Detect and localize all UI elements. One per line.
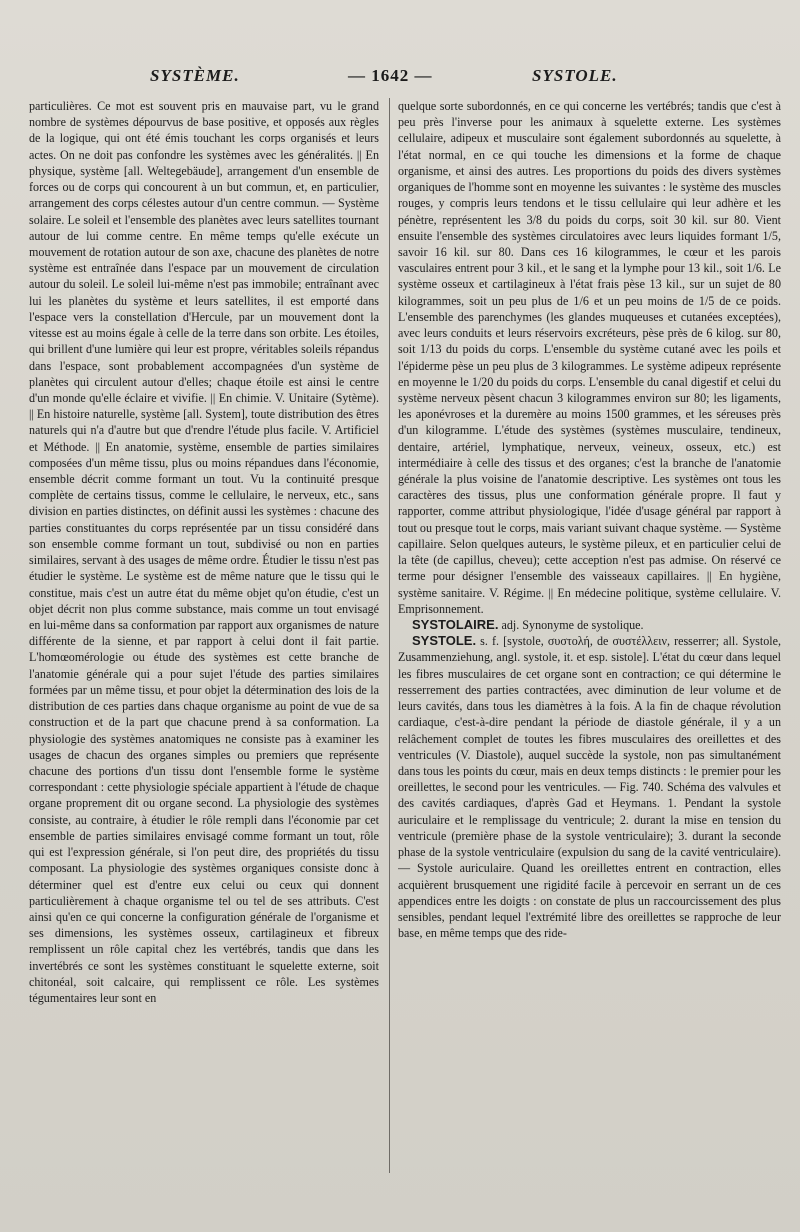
headword-systolaire: SYSTOLAIRE.: [412, 617, 499, 632]
right-column-intro: quelque sorte subordonnés, en ce qui concerne les vertébrés; tandis que c'est à peu près l'inverse pour les animaux à squelette externe. Les systèmes cellulaire, adipeux et musculaire sont également subordonnés au squelette, à l'état normal, en ce qui touche les dimensions et la forme de chaque organisme, et ainsi des autres. Les proportions du poids des divers systèmes organiques de l'homme sont en moyenne les suivantes : le système des muscles rouges, y compris leurs tendons et le tissu cellulaire qui leur adhère et les pénètre, représentent les 3/8 du poids du corps, soit 30 kil. sur 80. Vient ensuite l'ensemble des systèmes circulatoires avec leurs liquides formant 1/5, savoir 16 kil. sur 80. Dans ces 16 kilogrammes, le cœur et les parois vasculaires entrent pour 3 kil., et le sang et la lymphe pour 13 kil., soit 1/6. Le système osseux et cartilagineux à l'état frais pèse 13 kil., sur un sujet de 80 kilogrammes, soit un peu plus de 1/6 et un peu moins de 1/5 de ce poids. L'ensemble des parenchymes (les glandes muqueuses et cutanées exceptées), avec leurs conduits et leurs réservoirs excréteurs, pèse près de 6 kilog. sur 80, soit 1/13 du poids du corps. L'ensemble du système cutané avec les poils et l'épiderme pèse un peu plus de 3 kilogrammes. Le système adipeux représente en moyenne le 1/20 du poids du corps. L'ensemble du canal digestif et celui du système nerveux pèsent chacun 3 kilogrammes environ sur 80; les ligaments, les aponévroses et la duremère au moins 1500 grammes, et les séreuses près d'un kilogramme. L'étude des systèmes (systèmes musculaire, tendineux, dentaire, artériel, lymphatique, nerveux, veineux, osseux, etc.) est intermédiaire à celle des tissus et des organes; c'est la branche de l'anatomie générale la plus voisine de l'anatomie descriptive. Les systèmes ont tous les caractères des tissus, plus une conformation générale propre. Il faut y rapporter, comme attribut physiologique, l'idée d'usage général par rapport à tout ou presque tout le corps, mais variant suivant chaque système. — Système capillaire. Selon quelques auteurs, le système pileux, et en particulier celui de la tête (de capillus, cheveu); cette acception n'est pas admise. On réservé ce terme pour désigner l'ensemble des vaisseaux capillaires. || En hygiène, système sanitaire. V. Régime. || En médecine politique, système cellulaire. V. Emprisonnement.: [398, 99, 781, 616]
entry-systole: [398, 633, 781, 941]
entry-systolaire: [398, 617, 781, 633]
entry-systolaire-text: adj. Synonyme de systolique.: [501, 618, 644, 632]
header-left-word: SYSTÈME.: [150, 66, 240, 85]
headword-systole: SYSTOLE.: [412, 633, 477, 649]
entry-systole-text: s. f. [systole, συστολή, de συστέλλειν, resserrer; all. Systole, Zusammenziehung, angl. systole, it. et esp. sistole]. L'état du cœur dans lequel les fibres musculaires de cet organe sont en contraction; ce qui détermine le resserrement des parties contractées, avec diminution de leur volume et de leurs cavités, dans tous les diamètres à la fois. A la fin de chaque révolution cardiaque, c'est-à-dire pendant la période de diastole générale, il y a un relâchement complet de toutes les fibres musculaires des oreillettes et des ventricules (V. Diastole), auquel succède la systole, non pas simultanément dans tous les points du cœur, mais en deux temps distincts : le premier pour les oreillettes, le second pour les ventricules. — Fig. 740. Schéma des valvules et des cavités cardiaques, d'après Gad et Heymans. 1. Pendant la systole auriculaire et le remplissage du ventricule; 2. durant la mise en tension du ventricule (première phase de la systole ventriculaire); 3. durant la seconde phase de la systole ventriculaire (expulsion du sang de la cavité ventriculaire). — Systole auriculaire. Quand les oreillettes entrent en contraction, elles acquièrent brusquement une rigidité facile à percevoir en serrant un de ces appendices entre les doigts : on constate de plus un raccourcissement des plus sensibles, pendant lequel l'extrémité libre des oreillettes se rapproche de leur base, en même temps que des ride-: [398, 634, 781, 941]
left-column: [29, 98, 379, 1183]
page-number: — 1642 —: [348, 66, 433, 85]
header-right-word: SYSTOLE.: [532, 66, 618, 85]
right-column: [398, 98, 781, 1183]
running-head: [0, 62, 800, 92]
column-divider: [389, 98, 390, 1173]
left-column-text: particulières. Ce mot est souvent pris en mauvaise part, vu le grand nombre de systèmes dépourvus de base positive, et opposés aux règles de la logique, qui ont été émis touchant les corps organisés et leurs actes. On ne doit pas confondre les systèmes avec les généralités. || En physique, système [all. Weltegebäude], arrangement d'un ensemble de forces ou de corps qui concourent à un but commun, et, en particulier, arrangement des corps célestes autour d'un centre commun. — Système solaire. Le soleil et l'ensemble des planètes avec leurs satellites tournant autour de lui comme centre. En même temps qu'elle exécute un mouvement de rotation autour de son axe, chacune des planètes de notre système est entraînée dans l'espace par un mouvement de circulation autour du soleil. Le soleil lui-même n'est pas immobile; entraînant avec lui les planètes du système et leurs satellites, il est emporté dans l'espace vers la constellation d'Hercule, par un mouvement dont la vitesse est au moins égale à celle de la terre dans son orbite. Les étoiles, qui brillent d'une lumière qui leur est propre, véritables soleils répandus dans l'espace, sont probablement accompagnées d'un système de planètes qui circulent autour d'elles; chaque étoile est ainsi le centre d'un monde qu'elle éclaire et vivifie. || En chimie. V. Unitaire (Sytème). || En histoire naturelle, système [all. System], toute distribution des êtres naturels qui n'a d'autre but que d'rendre l'étude plus facile. V. Artificiel et Méthode. || En anatomie, système, ensemble de parties similaires composées d'un même tissu, plus ou moins répandues dans l'économie, ensemble décrit comme formant un tout. Vu la continuité presque complète de certains tissus, comme le cellulaire, le nerveux, etc., sans division en parties distinctes, on définit aussi les systèmes : chacune des parties constituantes du corps représentée par un tissu considéré dans son ensemble comme formant un tout, subdivisé ou non en parties similaires, servant à des usages de même ordre. Étudier le tissu n'est pas étudier le système. Le système est de même nature que le tissu qui le constitue, mais c'est un autre état du même objet qu'on étudie, c'est un objet décrit non plus comme substance, mais comme un tout envisagé en lui-même dans sa conformation par rapport aux organismes de nature différente de la sienne, et par rapport à celui dont il fait partie. L'homœomérologie ou étude des systèmes est cette branche de l'anatomie générale qui a pour sujet l'étude des parties similaires formées par un même tissu, et pour objet la détermination des lois de la distribution de ces parties dans chaque organisme au point de vue de sa construction et de la part que chacune prend à sa conformation. La physiologie des systèmes anatomiques ne consiste pas à examiner les usages de chacun des organes simples ou premiers que représente chacune des portions d'un tissu dont l'ensemble forme le système correspondant : cette physiologie spéciale appartient à l'étude de chaque organe proprement dit ou organe second. La physiologie des systèmes consiste, au contraire, à étudier le rôle rempli dans l'économie par cet ensemble de parties similaires envisagé comme formant un tout, rôle qui est l'expression générale, si l'on peut dire, des propriétés du tissu composant. La physiologie des systèmes organiques consiste donc à déterminer quel est d'entre eux celui ou ceux qui donnent particulièrement à chaque organisme tel ou tel de ses attributs. C'est ainsi qu'en ce qui concerne la configuration générale de l'organisme et ses dimensions, les systèmes osseux, cartilagineux et fibreux remplissent un rôle capital chez les vertébrés, tandis que dans les invertébrés ce sont les systèmes constituant le squelette externe, soit chitonéal, soit calcaire, qui remplissent ce rôle. Les systèmes tégumentaires leur sont en: [29, 99, 379, 1006]
